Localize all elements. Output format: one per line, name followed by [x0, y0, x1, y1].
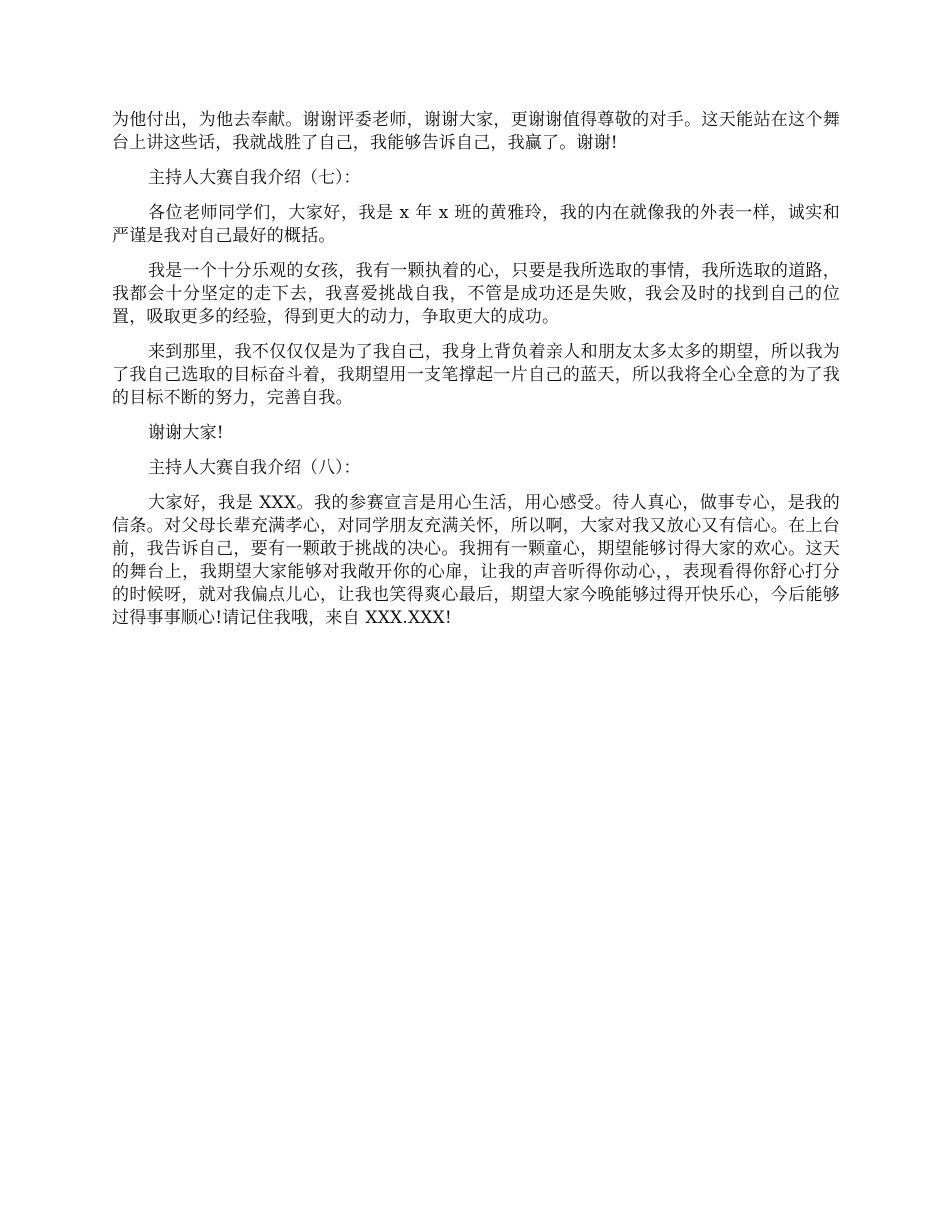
- section-heading-8: 主持人大赛自我介绍（八）：: [148, 458, 361, 478]
- paragraph-intro-7: 各位老师同学们，大家好，我是 x 年 x 班的黄雅玲，我的内在就像我的外表一样，诚实和严谨是我对自己最好的概括。: [112, 203, 840, 246]
- paragraph-optimism: 我是一个十分乐观的女孩，我有一颗执着的心，只要是我所选取的事情，我所选取的道路，我都会十分坚定的走下去，我喜爱挑战自我，不管是成功还是失败，我会及时的找到自己的位置，吸取更多的经验，得到更大的动力，争取更大的成功。: [112, 261, 840, 327]
- paragraph-intro-8: 大家好，我是 XXX。我的参赛宣言是用心生活，用心感受。待人真心，做事专心，是我的信条。对父母长辈充满孝心，对同学朋友充满关怀，所以啊，大家对我又放心又有信心。在上台前，我告诉自己，要有一颗敢于挑战的决心。我拥有一颗童心，期望能够讨得大家的欢心。这天的舞台上，我期望大家能够对我敞开你的心扉，让我的声音听得你动心，，表现看得你舒心打分的时候呀，就对我偏点儿心，让我也笑得爽心最后，期望大家今晚能够过得开快乐心，今后能够过得事事顺心!请记住我哦，来自 XXX.XXX!: [112, 493, 840, 628]
- paragraph-continuation: 为他付出，为他去奉献。谢谢评委老师，谢谢大家，更谢谢值得尊敬的对手。这天能站在这个舞台上讲这些话，我就战胜了自己，我能够告诉自己，我赢了。谢谢!: [112, 110, 840, 153]
- section-heading-7: 主持人大赛自我介绍（七）：: [148, 168, 361, 188]
- paragraph-thanks: 谢谢大家!: [148, 423, 224, 443]
- paragraph-purpose: 来到那里，我不仅仅仅是为了我自己，我身上背负着亲人和朋友太多太多的期望，所以我为了我自己选取的目标奋斗着，我期望用一支笔撑起一片自己的蓝天，所以我将全心全意的为了我的目标不断的努力，完善自我。: [112, 342, 840, 408]
- document-page: [112, 109, 840, 642]
